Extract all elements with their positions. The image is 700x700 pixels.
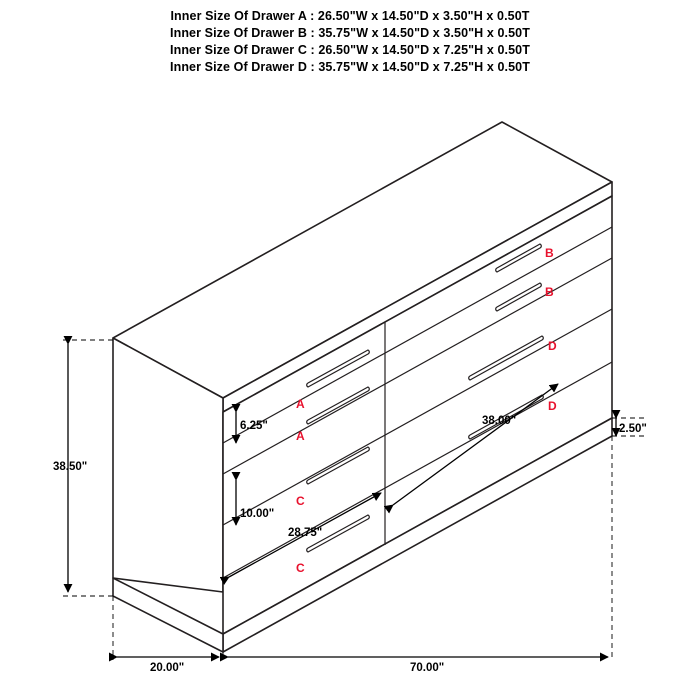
drawer-spec-b: Inner Size Of Drawer B : 35.75"W x 14.50"D x 3.50"H x 0.50T	[170, 26, 530, 40]
label-70-00: 70.00"	[410, 662, 445, 674]
drawer-label-b-1: B	[545, 246, 554, 260]
drawer-label-a-2: A	[296, 429, 305, 443]
label-28-75: 28.75"	[288, 527, 323, 539]
label-38-50: 38.50"	[53, 461, 88, 473]
drawer-label-c-1: C	[296, 494, 305, 508]
label-10-00: 10.00"	[240, 508, 275, 520]
cabinet-body	[113, 122, 612, 652]
drawer-label-d-1: D	[548, 339, 557, 353]
drawer-spec-a: Inner Size Of Drawer A : 26.50"W x 14.50"D x 3.50"H x 0.50T	[170, 9, 530, 23]
label-38-00: 38.00"	[482, 415, 517, 427]
drawer-spec-d: Inner Size Of Drawer D : 35.75"W x 14.50"D x 7.25"H x 0.50T	[170, 60, 530, 74]
drawer-spec-c: Inner Size Of Drawer C : 26.50"W x 14.50"D x 7.25"H x 0.50T	[170, 43, 530, 57]
label-2-50: 2.50"	[619, 423, 647, 435]
drawer-label-d-2: D	[548, 399, 557, 413]
label-6-25: 6.25"	[240, 420, 268, 432]
drawer-label-b-2: B	[545, 285, 554, 299]
label-20-00: 20.00"	[150, 662, 185, 674]
drawer-label-a-1: A	[296, 397, 305, 411]
drawer-label-c-2: C	[296, 561, 305, 575]
